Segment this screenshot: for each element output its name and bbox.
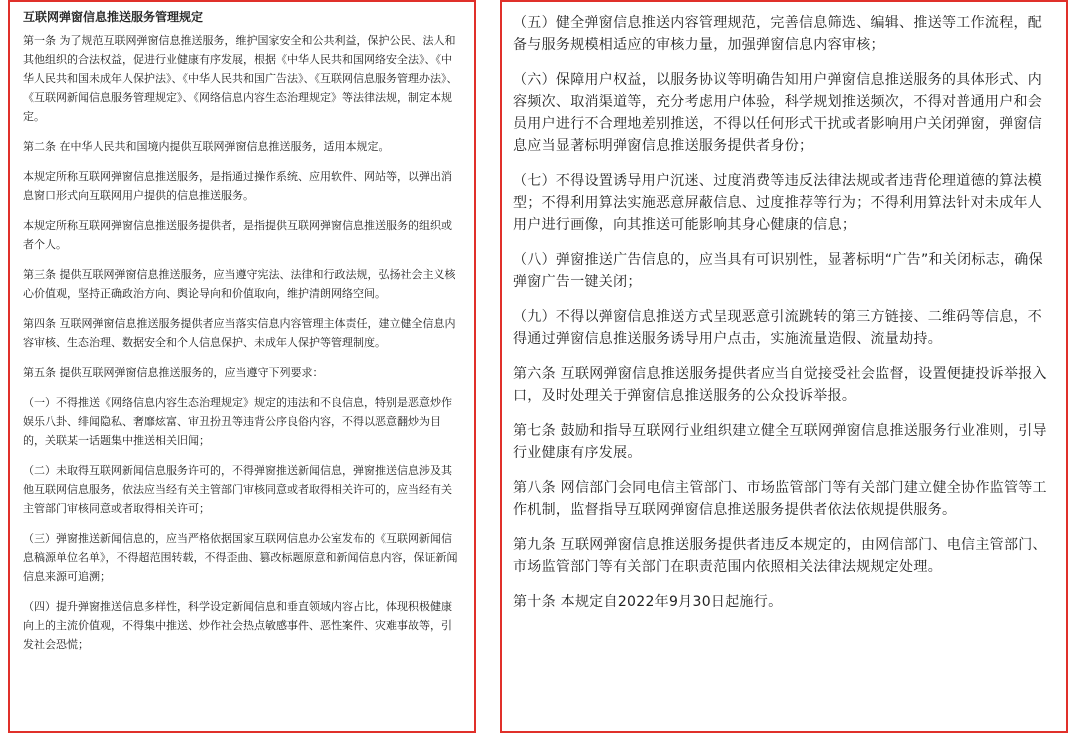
- right-paragraph-4: （八）弹窗推送广告信息的，应当具有可识别性，显著标明“广告”和关闭标志，确保弹窗广告一键关闭；: [513, 252, 1043, 290]
- right-paragraph-10: 第十条 本规定自2022年9月30日起施行。: [513, 594, 783, 610]
- left-paragraph-6: 第四条 互联网弹窗信息推送服务提供者应当落实信息内容管理主体责任，建立健全信息内容审核、生态治理、数据安全和个人信息保护、未成年人保护等管理制度。: [23, 317, 456, 349]
- document-title: 互联网弹窗信息推送服务管理规定: [23, 10, 204, 24]
- left-paragraph-1: 第一条 为了规范互联网弹窗信息推送服务，维护国家安全和公共利益，保护公民、法人和其他组织的合法权益，促进行业健康有序发展，根据《中华人民共和国网络安全法》、《中华人民共和国未成年人保护法》、《中华人民共和国广告法》、《互联网信息服务管理办法》、《互联网新闻信息服务管理规定》、《网络信息内容生态治理规定》等法律法规，制定本规定。: [23, 34, 458, 123]
- right-paragraph-1: （五）健全弹窗信息推送内容管理规范，完善信息筛选、编辑、推送等工作流程，配备与服务规模相适应的审核力量，加强弹窗信息内容审核；: [513, 15, 1043, 53]
- left-paragraph-5: 第三条 提供互联网弹窗信息推送服务，应当遵守宪法、法律和行政法规，弘扬社会主义核心价值观，坚持正确政治方向、舆论导向和价值取向，维护清朗网络空间。: [23, 268, 456, 300]
- right-paragraph-2: （六）保障用户权益，以服务协议等明确告知用户弹窗信息推送服务的具体形式、内容频次、取消渠道等，充分考虑用户体验，科学规划推送频次，不得对普通用户和会员用户进行不合理地差别推送，不得以任何形式干扰或者影响用户关闭弹窗，弹窗信息应当显著标明弹窗信息推送服务提供者身份；: [513, 72, 1043, 154]
- left-paragraph-4: 本规定所称互联网弹窗信息推送服务提供者，是指提供互联网弹窗信息推送服务的组织或者个人。: [23, 219, 452, 251]
- right-paragraph-9: 第九条 互联网弹窗信息推送服务提供者违反本规定的，由网信部门、电信主管部门、市场监管部门等有关部门在职责范围内依照相关法律法规规定处理。: [513, 537, 1047, 575]
- left-paragraph-9: （二）未取得互联网新闻信息服务许可的，不得弹窗推送新闻信息，弹窗推送信息涉及其他互联网信息服务，依法应当经有关主管部门审核同意或者取得相关许可的，应当经有关主管部门审核同意或者取得相关许可；: [23, 464, 452, 515]
- left-paragraph-10: （三）弹窗推送新闻信息的，应当严格依据国家互联网信息办公室发布的《互联网新闻信息稿源单位名单》，不得超范围转载，不得歪曲、篡改标题原意和新闻信息内容，保证新闻信息来源可追溯；: [23, 532, 458, 583]
- left-paragraph-8: （一）不得推送《网络信息内容生态治理规定》规定的违法和不良信息，特别是恶意炒作娱乐八卦、绯闻隐私、奢靡炫富、审丑扮丑等违背公序良俗内容，不得以恶意翻炒为目的，关联某一话题集中推送相关旧闻；: [23, 396, 452, 447]
- left-document-panel: [8, 0, 476, 733]
- left-paragraph-2: 第二条 在中华人民共和国境内提供互联网弹窗信息推送服务，适用本规定。: [23, 140, 390, 153]
- left-paragraph-7: 第五条 提供互联网弹窗信息推送服务的，应当遵守下列要求：: [23, 366, 324, 379]
- right-paragraph-3: （七）不得设置诱导用户沉迷、过度消费等违反法律法规或者违背伦理道德的算法模型；不得利用算法实施恶意屏蔽信息、过度推荐等行为；不得利用算法针对未成年人用户进行画像，向其推送可能影响其身心健康的信息；: [513, 173, 1043, 233]
- right-paragraph-6: 第六条 互联网弹窗信息推送服务提供者应当自觉接受社会监督，设置便捷投诉举报入口，及时处理关于弹窗信息推送服务的公众投诉举报。: [513, 366, 1047, 404]
- right-paragraph-5: （九）不得以弹窗信息推送方式呈现恶意引流跳转的第三方链接、二维码等信息，不得通过弹窗信息推送服务诱导用户点击，实施流量造假、流量劫持。: [513, 309, 1043, 347]
- right-paragraph-8: 第八条 网信部门会同电信主管部门、市场监管部门等有关部门建立健全协作监管等工作机制，监督指导互联网弹窗信息推送服务提供者依法依规提供服务。: [513, 480, 1047, 518]
- left-paragraph-11: （四）提升弹窗推送信息多样性，科学设定新闻信息和垂直领域内容占比，体现积极健康向上的主流价值观，不得集中推送、炒作社会热点敏感事件、恶性案件、灾难事故等，引发社会恐慌；: [23, 600, 452, 651]
- left-paragraph-3: 本规定所称互联网弹窗信息推送服务，是指通过操作系统、应用软件、网站等，以弹出消息窗口形式向互联网用户提供的信息推送服务。: [23, 170, 452, 202]
- right-document-panel: [500, 0, 1068, 733]
- right-paragraph-7: 第七条 鼓励和指导互联网行业组织建立健全互联网弹窗信息推送服务行业准则，引导行业健康有序发展。: [513, 423, 1047, 461]
